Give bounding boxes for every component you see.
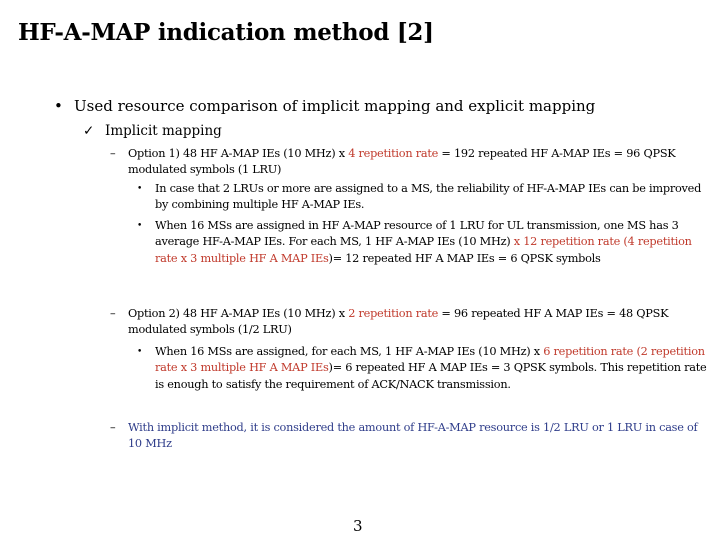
option2-item: [110, 306, 710, 339]
option1-item: [110, 146, 710, 179]
opt1-bullet1-text: In case that 2 LRUs or more are assigned to a MS, the reliability of HF-A-MAP IEs can be improved by combining multiple HF A-MAP IEs.: [155, 182, 702, 212]
opt1-bullet2-text: [155, 218, 710, 267]
main-bullet-text: Used resource comparison of implicit mapping and explicit mapping: [74, 97, 596, 115]
option1-part-c: = 192 repeated HF A-MAP IEs = 96 QPSK modulated symbols (1 LRU): [128, 147, 676, 177]
opt1-bullet1: [137, 181, 710, 214]
option1-part-a: Option 1) 48 HF A-MAP IEs (10 MHz) x: [128, 147, 349, 160]
opt1-bullet2-part-a: When 16 MSs are assigned in HF A-MAP resource of 1 LRU for UL transmission, one MS has 3 average HF-A-MAP IEs. For each MS, 1 HF A-MAP IEs (10 MHz): [155, 219, 679, 249]
page-number: 3: [353, 517, 363, 535]
option1-text: [128, 146, 710, 179]
dash-icon: –: [110, 307, 116, 320]
sub-heading-text: Implicit mapping: [105, 123, 222, 139]
opt1-bullet2-part-d: )= 12 repeated HF A MAP IEs = 6 QPSK symbols: [328, 251, 601, 265]
option1-repetition: 4 repetition rate: [348, 147, 439, 160]
option2-text: [128, 306, 710, 339]
opt1-bullet2-repetition: x 12 repetition rate (4 repetition rate x 3 multiple: [155, 235, 692, 265]
option2-part-c: = 96 repeated HF A MAP IEs = 48 QPSK modulated symbols (1/2 LRU): [128, 307, 669, 337]
bullet-dot-icon: •: [137, 221, 143, 231]
opt2-bullet1-repetition: 6 repetition rate (2 repetition rate x 3 multiple: [155, 345, 705, 375]
conclusion-text: [128, 420, 710, 453]
opt1-bullet2-hf-amap: HF A MAP IEs: [245, 251, 329, 265]
bullet-dot-icon: •: [54, 97, 63, 115]
dash-icon: –: [110, 421, 116, 434]
opt2-bullet1-part-d: )= 6 repeated HF A MAP IEs = 3 QPSK symbols. This repetition rate is enough to satisfy the requirement of ACK/NACK transmission.: [155, 361, 707, 391]
opt2-bullet1: [137, 344, 710, 393]
checkmark-icon: ✓: [83, 123, 95, 139]
opt2-bullet1-hf-amap: HF A MAP IEs: [245, 361, 329, 375]
conclusion-item: [110, 420, 710, 453]
page-title: HF-A-MAP indication method [2]: [18, 19, 434, 46]
option2-part-a: Option 2) 48 HF A-MAP IEs (10 MHz) x: [128, 307, 349, 320]
opt1-bullet2: [137, 218, 710, 267]
dash-icon: –: [110, 147, 116, 160]
bullet-dot-icon: •: [137, 184, 143, 194]
option2-repetition: 2 repetition rate: [348, 307, 439, 320]
conclusion-part-b: HF-A-MAP resource is 1/2 LRU or 1 LRU in case of 10 MHz: [128, 421, 698, 451]
opt2-bullet1-part-a: When 16 MSs are assigned, for each MS, 1 HF A-MAP IEs (10 MHz) x: [155, 345, 544, 358]
conclusion-part-a: With implicit method, it is considered the amount of: [128, 421, 418, 434]
bullet-dot-icon: •: [137, 347, 143, 357]
opt2-bullet1-text: [155, 344, 710, 393]
